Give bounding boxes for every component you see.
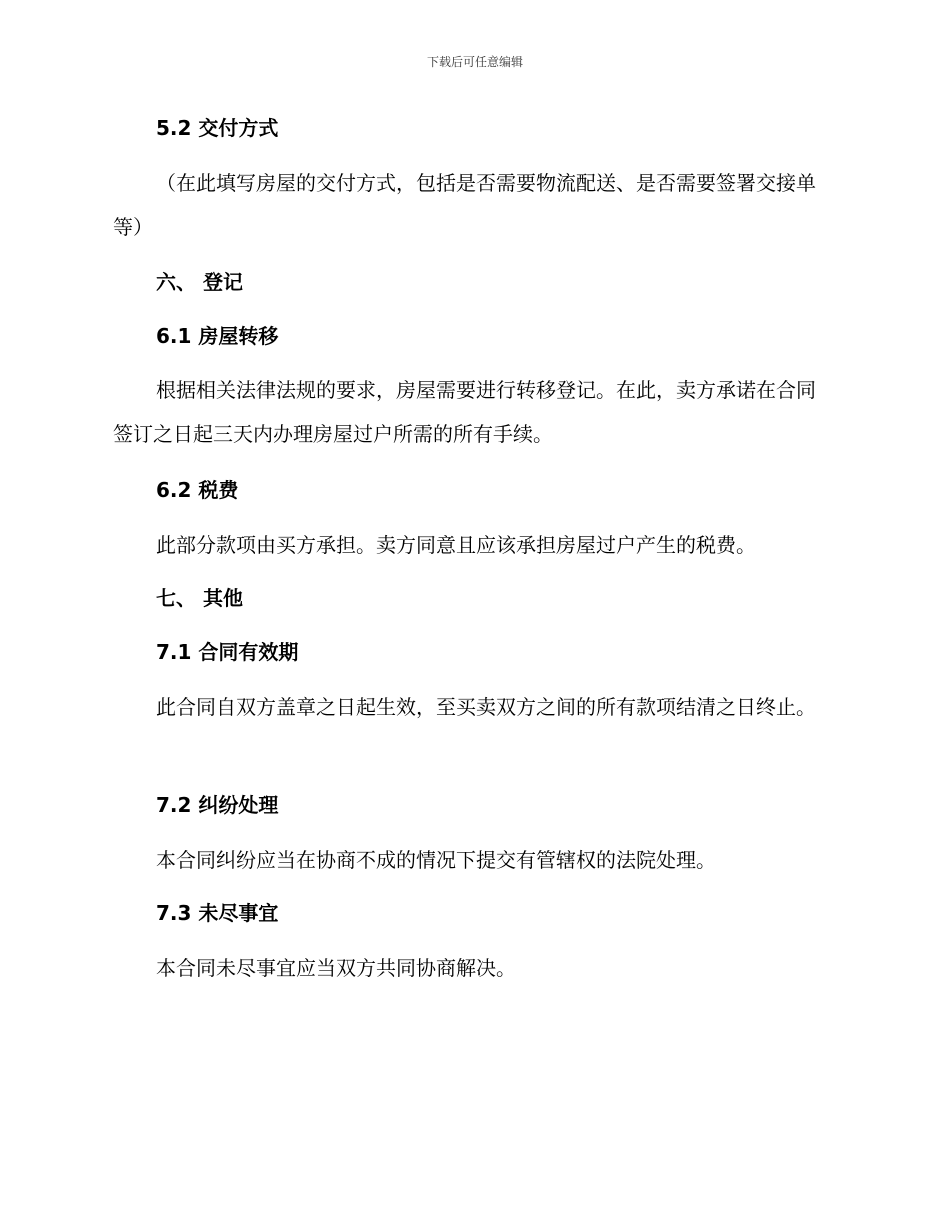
section-heading-7-1: 7.1 合同有效期 bbox=[156, 640, 299, 664]
section-heading-7-2: 7.2 纠纷处理 bbox=[156, 793, 279, 817]
paragraph-dispute: 本合同纠纷应当在协商不成的情况下提交有管辖权的法院处理。 bbox=[156, 848, 716, 872]
paragraph-delivery-method: （在此填写房屋的交付方式，包括是否需要物流配送、是否需要签署交接单等） bbox=[113, 171, 816, 239]
section-heading-6-1: 6.1 房屋转移 bbox=[156, 324, 279, 348]
page-header-note: 下载后可任意编辑 bbox=[426, 55, 523, 69]
paragraph-unresolved-matters: 本合同未尽事宜应当双方共同协商解决。 bbox=[156, 956, 516, 980]
paragraph-validity: 此合同自双方盖章之日起生效，至买卖双方之间的所有款项结清之日终止。 bbox=[156, 695, 816, 719]
chapter-heading-7: 七、 其他 bbox=[156, 586, 243, 610]
section-heading-6-2: 6.2 税费 bbox=[156, 478, 239, 502]
paragraph-taxes: 此部分款项由买方承担。卖方同意且应该承担房屋过户产生的税费。 bbox=[156, 533, 756, 557]
section-heading-5-2: 5.2 交付方式 bbox=[156, 116, 279, 140]
paragraph-property-transfer: 根据相关法律法规的要求，房屋需要进行转移登记。在此，卖方承诺在合同签订之日起三天内办理房屋过户所需的所有手续。 bbox=[113, 378, 816, 446]
chapter-heading-6: 六、 登记 bbox=[156, 270, 243, 294]
section-heading-7-3: 7.3 未尽事宜 bbox=[156, 901, 279, 925]
